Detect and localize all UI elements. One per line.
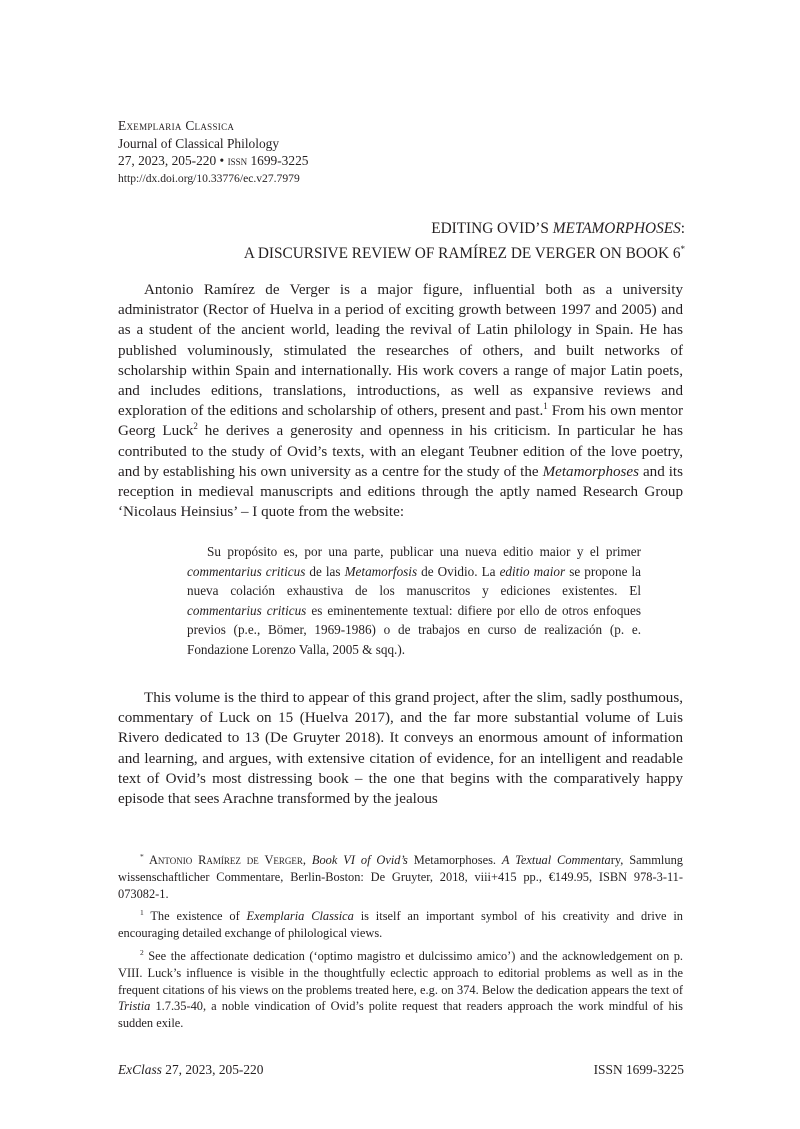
journal-subtitle: Journal of Classical Philology: [118, 135, 280, 151]
body-paragraph-1: Antonio Ramírez de Verger is a major figure, influential both as a university administrator (Rector of Huelva in a period of exciting growth between 1997 and 2005) and as a student of the ancient world, leading the revival of Latin philology in Spain. He has published voluminously, stimulated the researches of others, and built networks of scholarship within Spain and internationally. His work covers a range of major Latin poets, and includes editions, translations, introductions, as well as expansive reviews and exploration of the editions and scholarship of others, present and past.$^1$ From his own mentor Georg Luck$^2$ he derives a generosity and openness in his criticism. In particular he has contributed to the study of Ovid’s texts, with an elegant Teubner edition of the love poetry, and by establishing his own university as a centre for the study of the Metamorphoses and its reception in medieval manuscripts and editions through the aptly named Research Group ‘Nicolaus Heinsius’ – I quote from the website:: [118, 282, 683, 521]
doi-link[interactable]: http://dx.doi.org/10.33776/ec.v27.7979: [118, 171, 300, 185]
footer-issn: ISSN 1699-3225: [593, 1062, 684, 1077]
footnote-1: $^1$ The existence of Exemplaria Classica is itself an important symbol of his creativity and drive in encouraging detailed exchange of philological views.: [118, 908, 683, 941]
footer-citation: ExClass 27, 2023, 205-220: [118, 1062, 264, 1077]
title-line-1: EDITING OVID’S METAMORPHOSES:: [431, 220, 685, 237]
body-paragraph-2: This volume is the third to appear of this grand project, after the slim, sadly posthumous, commentary of Luck on 15 (Huelva 2017), and the far more substantial volume of Luis Rivero dedicated to 13 (De Gruyter 2018). It conveys an enormous amount of information and learning, and argues, with extensive citation of evidence, for an intelligent and readable text of Ovid’s most distressing book – the one that begins with the comparatively happy episode that sees Arachne transformed by the jealous: [118, 690, 683, 808]
title-line-2: A DISCURSIVE REVIEW OF RAMÍREZ DE VERGER ON BOOK 6*: [243, 244, 685, 263]
journal-name: Exemplaria Classica: [118, 118, 235, 133]
article-title: [85, 219, 685, 264]
journal-header: [118, 117, 518, 187]
issue-line: 27, 2023, 205-220 • issn 1699-3225: [118, 153, 309, 168]
block-quote: Su propósito es, por una parte, publicar una nueva editio maior y el primer commentarius criticus de las Metamorfosis de Ovidio. La editio maior se propone la nueva colación exhaustiva de los manuscritos y ediciones existentes. El commentarius criticus es eminentemente textual: difiere por ello de otros enfoques previos (p.e., Bömer, 1969-1986) o de trabajos en curso de realización (p. e. Fondazione Lorenzo Valla, 2005 & sqq.).: [187, 544, 642, 657]
footnote-2: $^2$ See the affectionate dedication (‘optimo magistro et dulcissimo amico’) and the acknowledgement on p. VIII. Luck’s influence is visible in the thoughtfully eclectic approach to editorial problems as well as in the frequent citations of his views on the problems treated here, e.g. on 374. Below the dedication appears the text of Tristia 1.7.35-40, a noble vindication of Ovid’s polite request that readers approach the work mindful of his sudden exile.: [118, 947, 683, 1031]
footnote-star-ref[interactable]: *: [680, 244, 685, 254]
footnote-ref-2[interactable]: 2: [193, 421, 198, 432]
footnote-star: * Antonio Ramírez de Verger, Book VI of Ovid’s Metamorphoses. A Textual Commentary, Sammlung wissenschaftlicher Commentare, Berlin-Boston: De Gruyter, 2018, viii+415 pp., €149.95, ISBN 978-3-11-073082-1.: [118, 851, 683, 901]
footnotes: [118, 852, 683, 1038]
footnote-ref-1[interactable]: 1: [543, 401, 548, 412]
